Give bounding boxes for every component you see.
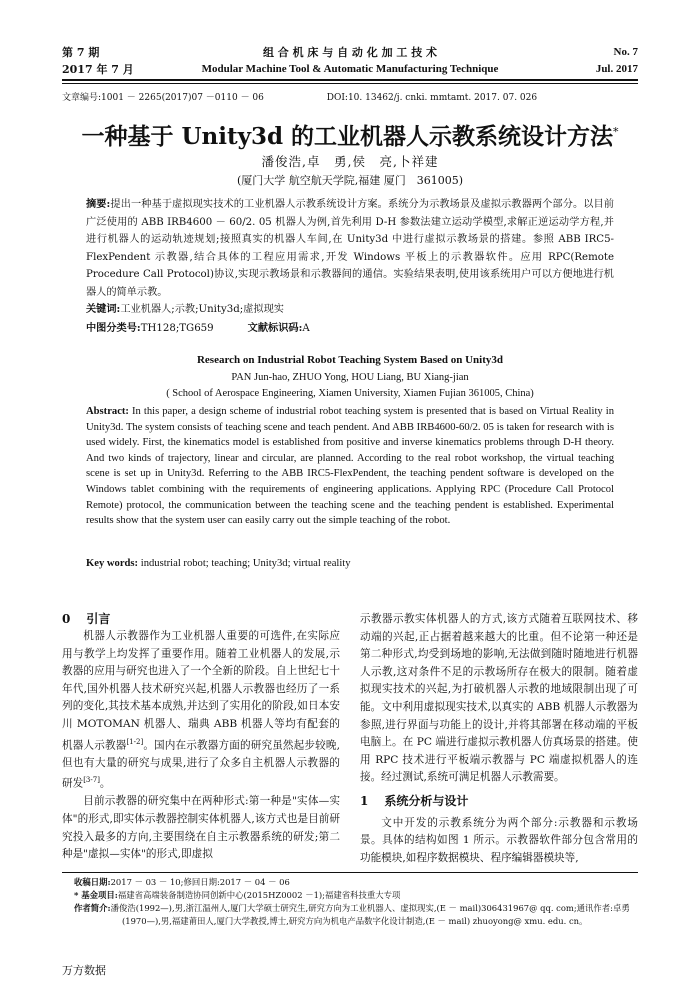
- abstract-cn-text: 提出一种基于虚拟现实技术的工业机器人示教系统设计方案。系统分为示教场景及虚拟示教器两个部分。以目前广泛使用的 ABB IRB4600 － 60/2. 05 机器人为例,首先利用 D-H 参数法建立运动学模型,求解正逆运动学方程,并进行机器人的运动轨迹规划;接照真实的机器人车间,在 Unity3d 中进行虚拟示教场景的搭建。参照 ABB IRC5-FlexPendent 示教器,结合具体的工程应用需求,开发 Windows 平板上的示教器软件。应用 RPC(Remote Procedure Call Protocol)协议,实现示教场景和示教器间的通信。实验结果表明,使用该系统用户可以方便地进行机器人的简单示教。: [86, 199, 614, 298]
- header-journal: [170, 44, 530, 78]
- author-label: 作者简介:: [74, 903, 111, 913]
- page-title: [62, 118, 638, 151]
- keywords-en-block: [86, 558, 614, 569]
- received-label: 收稿日期:: [74, 877, 111, 887]
- body-column-left: [62, 628, 340, 864]
- footnote-rule: [62, 872, 638, 873]
- keywords-en: industrial robot; teaching; Unity3d; virtual reality: [140, 558, 351, 569]
- paragraph: 机器人示教器作为工业机器人重要的可选件,在实际应用与教学上均发挥了重要作用。随着工业机器人的发展,示教器的应用与研究也进入了一个全新的阶段。自上世纪七十年代,国外机器人技术研究兴起,机器人示教器也经历了一系列的变化,其技术基本成熟,并达到了实用化的阶段,如日本安川 MOTOMAN 机器人、瑞典 ABB 机器人等均有配套的机器人示教器[1-2]。国内在示教器方面的研究虽然起步较晚,但也有大量的研究与成果,进行了众多自主机器人示教器的研发[3-7]。: [62, 630, 340, 790]
- abstract-cn: [86, 196, 614, 302]
- paragraph: 文中开发的示教系统分为两个部分:示教器和示教场景。具体的结构如图 1 所示。示教器软件部分包含常用的功能模块,如程序数据模块、程序编辑器模块等,: [360, 816, 638, 864]
- article-number: 文章编号:1001 － 2265(2017)07 －0110 － 06: [62, 93, 264, 103]
- keywords-cn: 工业机器人;示教;Unity3d;虚拟现实: [120, 304, 284, 315]
- footnote-fund: * 基金项目:福建省高端装备制造协同创新中心(2015HZ0002 －1);福建省科技重大专项: [74, 890, 401, 900]
- issue-date-cn: 2017 年 7 月: [62, 63, 134, 76]
- keywords-cn-label: 关键词:: [86, 303, 121, 315]
- fund-label: * 基金项目:: [74, 890, 118, 900]
- section-title: 引言: [86, 612, 111, 626]
- doc-code-label: 文献标识码:: [247, 322, 303, 334]
- english-authors: PAN Jun-hao, ZHUO Yong, HOU Liang, BU Xiang-jian: [231, 372, 469, 383]
- journal-title-cn: 组 合 机 床 与 自 动 化 加 工 技 术: [262, 46, 438, 59]
- header-rule-thin: [62, 83, 638, 84]
- abstract-en: [86, 404, 614, 529]
- paragraph: 目前示教器的研究集中在两种形式:第一种是"实体—实体"的形式,即实体示教器控制实体机器人,该方式也是目前研究投入最多的方向,主要围绕在自主示教器系统的研发;第二种是"虚拟—实体"的形式,即虚拟: [62, 795, 340, 861]
- body-column-right: [360, 611, 638, 867]
- header-issue-en: [596, 44, 638, 78]
- issue-number-cn: 第 7 期: [62, 46, 100, 59]
- section-title: 系统分析与设计: [384, 793, 469, 808]
- header-rule-thick: [62, 79, 638, 81]
- paragraph: 示教器示教实体机器人的方式,该方式随着互联网技术、移动端的兴起,正占据着越来越大的比重。但不论第一种还是第二种形式,均受到场地的影响,无法做到随时随地进行机器人示教,这对条件不足的示教场所存在极大的限制。随着虚拟现实技术的兴起,为打破机器人示教的地域限制出现了可能。文中利用虚拟现实技术,以真实的 ABB 机器人示教器为参照,进行界面与功能上的设计,并将其部署在移动端的平板电脑上。在 PC 端进行虚拟示教机器人仿真场景的搭建。使用 RPC 技术进行平板端示教器与 PC 端虚拟机器人的连接。经过测试,系统可满足机器人示教需要。: [360, 613, 638, 784]
- footer-watermark: 万方数据: [62, 964, 106, 977]
- english-affiliation: ( School of Aerospace Engineering, Xiamen University, Xiamen Fujian 361005, China): [166, 388, 534, 399]
- section-heading-system: [360, 793, 638, 811]
- header-issue-cn: [62, 44, 134, 78]
- title-text: 一种基于 Unity3d 的工业机器人示教系统设计方法: [81, 123, 614, 150]
- citation: [3-7]: [83, 776, 100, 785]
- footnote-received: 收稿日期:2017 － 03 － 10;修回日期:2017 － 04 － 06: [74, 877, 290, 887]
- clc-label: 中图分类号:: [86, 322, 141, 334]
- doi: DOI:10. 13462/j. cnki. mmtamt. 2017. 07. 026: [326, 93, 538, 103]
- abstract-en-label: Abstract:: [86, 406, 129, 417]
- section-number: 1: [360, 793, 369, 808]
- article-meta: [62, 90, 638, 103]
- footnote-author: 作者简介:潘俊浩(1992—),男,浙江温州人,厦门大学硕士研究生,研究方向为工业机器人、虚拟现实,(E － mail)306431967@ qq. com;通讯作者:卓勇(1970—),男,福建莆田人,厦门大学教授,博士,研究方向为机电产品数字化设计制造,(E － mail) zhuoyong@ xmu. edu. cn。: [74, 903, 630, 926]
- english-title: Research on Industrial Robot Teaching System Based on Unity3d: [196, 354, 503, 366]
- authors: 潘俊浩,卓 勇,侯 亮,卜祥建: [261, 154, 439, 169]
- issue-number-en: No. 7: [613, 46, 638, 58]
- journal-title-en: Modular Machine Tool & Automatic Manufacturing Technique: [201, 63, 499, 75]
- citation: [1-2]: [126, 737, 144, 746]
- keywords-cn-block: [86, 300, 614, 338]
- abstract-en-text: In this paper, a design scheme of industrial robot teaching system is presented that is based on Virtual Reality in Unity3d. The system consists of teaching scene and teach pendent. And ABB IRB4600-60/2. 05 is taken for research with is used widely. First, the kinematics model is established from positive and inverse kinematics problems through D-H theory. And two kinds of trajectory, linear and circular, are planned. According to the real robot workshop, the virtual teaching scene is set up in Unity3d. Referring to the ABB IRC5-FlexPendent, the teaching pendent software is developed on the Windows tablet combining with the requirements of engineering applications. Applying RPC (Procedure Call Protocol Remote) protocol, the communication between the teaching scene and the teaching pendent is established. Experimental results show that the system user can easily carry out the simple teaching of the robot.: [86, 406, 614, 527]
- keywords-en-label: Key words:: [86, 558, 139, 569]
- section-number: 0: [62, 612, 71, 626]
- issue-date-en: Jul. 2017: [595, 63, 638, 75]
- affiliation: (厦门大学 航空航天学院,福建 厦门 361005): [236, 174, 464, 187]
- title-footnote-mark: *: [613, 125, 619, 139]
- clc-code: TH128;TG659: [140, 323, 214, 334]
- abstract-cn-label: 摘要:: [86, 198, 111, 210]
- section-heading-intro: [62, 610, 110, 627]
- doc-code: A: [302, 323, 310, 334]
